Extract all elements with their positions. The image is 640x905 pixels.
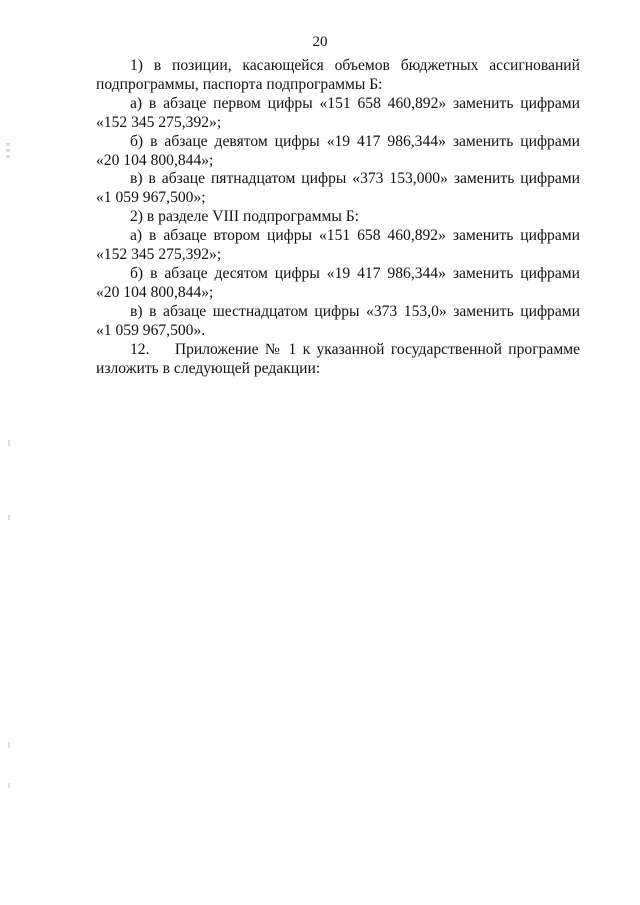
text-line: б) в абзаце десятом цифры «19 417 986,344» заменить цифрами (130, 264, 580, 282)
scan-mark (6, 155, 10, 158)
paragraph-1b (96, 133, 580, 171)
scan-mark (6, 143, 10, 146)
text-line: «152 345 275,392»; (96, 113, 222, 131)
text-line: 12. Приложение № 1 к указанной государственной программе (130, 340, 580, 358)
text-line: «1 059 967,500». (96, 321, 206, 339)
text-line: в) в абзаце шестнадцатом цифры «373 153,0» заменить цифрами (130, 302, 580, 320)
text-line: «20 104 800,844»; (96, 151, 214, 169)
paragraph-2b (96, 265, 580, 303)
page-number: 20 (312, 34, 328, 50)
scan-mark (6, 149, 10, 152)
scan-mark (8, 783, 10, 788)
paragraph-1 (96, 57, 580, 95)
document-body (96, 57, 580, 378)
text-line: подпрограммы, паспорта подпрограммы Б: (96, 75, 383, 93)
text-line: а) в абзаце первом цифры «151 658 460,892» заменить цифрами (130, 94, 580, 112)
paragraph-2v (96, 303, 580, 341)
scan-mark (8, 440, 10, 446)
text-line: а) в абзаце втором цифры «151 658 460,892» заменить цифрами (130, 227, 580, 245)
paragraph-2 (96, 208, 580, 227)
scan-mark (8, 742, 10, 748)
paragraph-1v (96, 170, 580, 208)
scan-mark (8, 515, 10, 520)
text-line: «1 059 967,500»; (96, 189, 206, 207)
text-line: б) в абзаце девятом цифры «19 417 986,344» заменить цифрами (130, 132, 580, 150)
text-line: 2) в разделе VIII подпрограммы Б: (130, 208, 360, 226)
text-line: «20 104 800,844»; (96, 283, 214, 301)
paragraph-2a (96, 227, 580, 265)
paragraph-12 (96, 341, 580, 379)
text-line: 1) в позиции, касающейся объемов бюджетных ассигнований (130, 57, 580, 74)
text-line: в) в абзаце пятнадцатом цифры «373 153,000» заменить цифрами (130, 170, 580, 188)
paragraph-1a (96, 95, 580, 133)
text-line: «152 345 275,392»; (96, 246, 222, 264)
text-line: изложить в следующей редакции: (96, 359, 321, 377)
